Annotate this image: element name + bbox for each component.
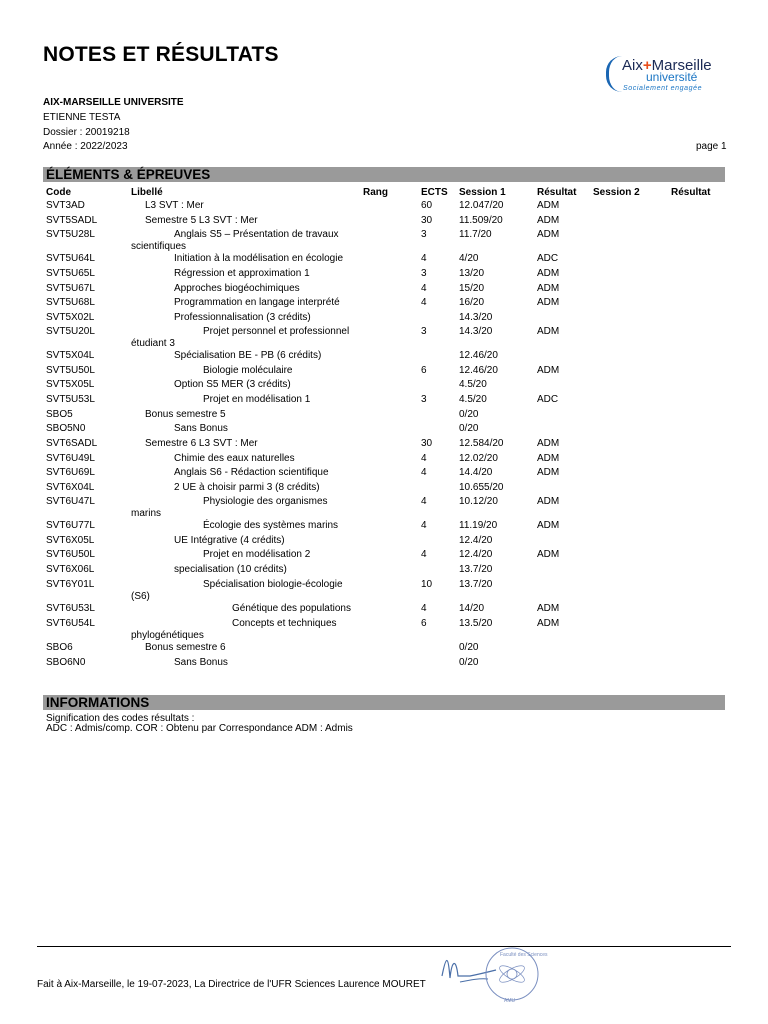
- cell-session1: 11.7/20: [459, 229, 492, 240]
- cell-code: SVT6U50L: [46, 549, 95, 560]
- cell-resultat1: ADM: [537, 283, 560, 294]
- cell-resultat1: ADM: [537, 467, 560, 478]
- cell-ects: 6: [421, 365, 427, 376]
- cell-code: SVT6U47L: [46, 496, 95, 507]
- cell-session1: 4.5/20: [459, 379, 487, 390]
- col-header-code: Code: [46, 187, 71, 198]
- cell-session1: 4/20: [459, 253, 479, 264]
- libelle-continuation: marins: [131, 508, 162, 519]
- student-name: ETIENNE TESTA: [43, 112, 121, 123]
- cell-session1: 14.4/20: [459, 467, 493, 478]
- cell-code: SVT6X05L: [46, 535, 95, 546]
- cell-session1: 0/20: [459, 409, 479, 420]
- cell-session1: 12.047/20: [459, 200, 504, 211]
- libelle-line: Professionnalisation (3 crédits): [174, 312, 311, 323]
- libelle-line: Spécialisation biologie-écologie: [203, 579, 343, 590]
- cell-code: SVT5U67L: [46, 283, 95, 294]
- cell-resultat1: ADM: [537, 520, 560, 531]
- libelle-line: Génétique des populations: [232, 603, 351, 614]
- cell-code: SVT6X04L: [46, 482, 95, 493]
- cell-libelle: [131, 423, 228, 435]
- cell-code: SVT5U68L: [46, 297, 95, 308]
- cell-libelle: [131, 350, 321, 362]
- cell-resultat1: ADM: [537, 618, 560, 629]
- cell-session1: 12.46/20: [459, 350, 498, 361]
- cell-libelle: [131, 229, 339, 253]
- libelle-line: specialisation (10 crédits): [174, 564, 287, 575]
- cell-libelle: [131, 618, 337, 642]
- libelle-line: Anglais S5 – Présentation de travaux: [174, 229, 339, 240]
- libelle-line: Bonus semestre 6: [145, 642, 226, 653]
- codes-legend-title: Signification des codes résultats :: [46, 713, 195, 724]
- libelle-line: Physiologie des organismes: [203, 496, 328, 507]
- cell-code: SVT6U54L: [46, 618, 95, 629]
- libelle-line: 2 UE à choisir parmi 3 (8 crédits): [174, 482, 320, 493]
- cell-session1: 4.5/20: [459, 394, 487, 405]
- libelle-line: Écologie des systèmes marins: [203, 520, 339, 531]
- cell-code: SVT5SADL: [46, 215, 98, 226]
- cell-libelle: [131, 268, 310, 280]
- cell-resultat1: ADM: [537, 453, 560, 464]
- cell-session1: 10.655/20: [459, 482, 504, 493]
- stamp-top-text: Faculté des Sciences: [500, 952, 548, 958]
- cell-code: SVT5U20L: [46, 326, 95, 337]
- cell-resultat1: ADM: [537, 200, 560, 211]
- col-header-resultat2: Résultat: [671, 187, 711, 198]
- cell-libelle: [131, 200, 204, 212]
- libelle-line: UE Intégrative (4 crédits): [174, 535, 285, 546]
- cell-libelle: [131, 549, 310, 561]
- cell-libelle: [131, 535, 285, 547]
- col-header-session2: Session 2: [593, 187, 640, 198]
- cell-resultat1: ADM: [537, 297, 560, 308]
- cell-libelle: [131, 365, 293, 377]
- cell-code: SVT6X06L: [46, 564, 95, 575]
- cell-code: SVT5X05L: [46, 379, 95, 390]
- col-header-session1: Session 1: [459, 187, 506, 198]
- cell-code: SBO6N0: [46, 657, 86, 668]
- cell-session1: 14.3/20: [459, 326, 493, 337]
- cell-ects: 3: [421, 268, 427, 279]
- cell-ects: 3: [421, 394, 427, 405]
- signature-underline: [460, 979, 488, 982]
- cell-session1: 0/20: [459, 642, 479, 653]
- cell-ects: 3: [421, 229, 427, 240]
- cell-session1: 11.19/20: [459, 520, 498, 531]
- libelle-line: Bonus semestre 5: [145, 409, 226, 420]
- logo-tagline: Socialement engagée: [623, 85, 703, 92]
- cell-libelle: [131, 215, 258, 227]
- cell-resultat1: ADM: [537, 326, 560, 337]
- cell-session1: 13.7/20: [459, 564, 493, 575]
- libelle-continuation: phylogénétiques: [131, 630, 204, 641]
- cell-resultat1: ADC: [537, 394, 559, 405]
- codes-legend: ADC : Admis/comp. COR : Obtenu par Correspondance ADM : Admis: [46, 723, 353, 734]
- cell-session1: 12.584/20: [459, 438, 504, 449]
- cell-libelle: [131, 326, 349, 350]
- cell-ects: 6: [421, 618, 427, 629]
- cell-resultat1: ADM: [537, 496, 560, 507]
- libelle-line: Projet en modélisation 2: [203, 549, 311, 560]
- page-number: page 1: [696, 141, 727, 152]
- cell-libelle: [131, 579, 343, 603]
- cell-ects: 4: [421, 496, 427, 507]
- cell-code: SBO5N0: [46, 423, 86, 434]
- dossier-number: Dossier : 20019218: [43, 127, 130, 138]
- footer-divider: [37, 946, 731, 947]
- libelle-line: Sans Bonus: [174, 423, 228, 434]
- cell-code: SVT6SADL: [46, 438, 98, 449]
- cell-code: SVT6Y01L: [46, 579, 95, 590]
- libelle-line: Projet personnel et professionnel: [203, 326, 350, 337]
- cell-session1: 13/20: [459, 268, 485, 279]
- cell-ects: 4: [421, 603, 427, 614]
- cell-session1: 14/20: [459, 603, 485, 614]
- cell-code: SVT5U65L: [46, 268, 95, 279]
- cell-code: SVT5U28L: [46, 229, 95, 240]
- cell-ects: 30: [421, 215, 433, 226]
- cell-resultat1: ADM: [537, 438, 560, 449]
- cell-resultat1: ADM: [537, 215, 560, 226]
- libelle-line: Sans Bonus: [174, 657, 228, 668]
- libelle-line: Concepts et techniques: [232, 618, 337, 629]
- cell-ects: 10: [421, 579, 433, 590]
- university-logo: [606, 54, 736, 100]
- cell-resultat1: ADM: [537, 229, 560, 240]
- col-header-rang: Rang: [363, 187, 388, 198]
- libelle-line: Initiation à la modélisation en écologie: [174, 253, 343, 264]
- cell-ects: 4: [421, 453, 427, 464]
- cell-resultat1: ADM: [537, 365, 560, 376]
- cell-libelle: [131, 467, 329, 479]
- cell-libelle: [131, 438, 258, 450]
- libelle-line: Chimie des eaux naturelles: [174, 453, 295, 464]
- libelle-line: Semestre 6 L3 SVT : Mer: [145, 438, 258, 449]
- cell-libelle: [131, 564, 287, 576]
- libelle-line: Régression et approximation 1: [174, 268, 310, 279]
- libelle-continuation: scientifiques: [131, 241, 187, 252]
- cell-session1: 0/20: [459, 657, 479, 668]
- cell-session1: 13.5/20: [459, 618, 493, 629]
- cell-libelle: [131, 253, 343, 265]
- cell-session1: 14.3/20: [459, 312, 493, 323]
- signature-stamp: [440, 946, 550, 1006]
- cell-code: SVT5X02L: [46, 312, 95, 323]
- cell-libelle: [131, 603, 351, 615]
- section-informations-title: INFORMATIONS: [43, 695, 725, 710]
- cell-session1: 0/20: [459, 423, 479, 434]
- cell-libelle: [131, 520, 338, 532]
- footer-signature-text: Fait à Aix-Marseille, le 19-07-2023, La Directrice de l'UFR Sciences Laurence MOURET: [37, 979, 426, 990]
- cell-resultat1: ADM: [537, 603, 560, 614]
- logo-sub: université: [646, 70, 698, 84]
- cell-libelle: [131, 297, 340, 309]
- cell-ects: 30: [421, 438, 433, 449]
- cell-session1: 12.02/20: [459, 453, 498, 464]
- cell-code: SVT6U77L: [46, 520, 95, 531]
- cell-libelle: [131, 394, 310, 406]
- cell-libelle: [131, 312, 311, 324]
- cell-ects: 4: [421, 467, 427, 478]
- col-header-libelle: Libellé: [131, 187, 163, 198]
- cell-session1: 11.509/20: [459, 215, 503, 226]
- cell-code: SVT6U53L: [46, 603, 95, 614]
- logo-bracket: [606, 56, 623, 92]
- cell-resultat1: ADM: [537, 549, 560, 560]
- cell-ects: 4: [421, 297, 427, 308]
- col-header-ects: ECTS: [421, 187, 448, 198]
- cell-session1: 12.4/20: [459, 549, 493, 560]
- cell-ects: 4: [421, 283, 427, 294]
- cell-resultat1: ADM: [537, 268, 560, 279]
- cell-session1: 10.12/20: [459, 496, 498, 507]
- cell-session1: 16/20: [459, 297, 485, 308]
- cell-ects: 4: [421, 253, 427, 264]
- libelle-continuation: (S6): [131, 591, 150, 602]
- cell-libelle: [131, 657, 228, 669]
- cell-code: SVT5U53L: [46, 394, 95, 405]
- col-header-resultat1: Résultat: [537, 187, 577, 198]
- libelle-line: Spécialisation BE - PB (6 crédits): [174, 350, 322, 361]
- libelle-line: Option S5 MER (3 crédits): [174, 379, 291, 390]
- cell-code: SBO6: [46, 642, 73, 653]
- libelle-line: L3 SVT : Mer: [145, 200, 204, 211]
- cell-libelle: [131, 283, 300, 295]
- libelle-line: Projet en modélisation 1: [203, 394, 311, 405]
- section-elements-title: ÉLÉMENTS & ÉPREUVES: [43, 167, 725, 182]
- libelle-line: Approches biogéochimiques: [174, 283, 300, 294]
- academic-year: Année : 2022/2023: [43, 141, 128, 152]
- cell-ects: 4: [421, 549, 427, 560]
- cell-session1: 13.7/20: [459, 579, 493, 590]
- cell-ects: 60: [421, 200, 433, 211]
- cell-resultat1: ADC: [537, 253, 559, 264]
- cell-code: SVT5U64L: [46, 253, 95, 264]
- cell-libelle: [131, 642, 226, 654]
- document-title: NOTES ET RÉSULTATS: [43, 43, 279, 66]
- cell-libelle: [131, 496, 328, 520]
- cell-session1: 12.46/20: [459, 365, 498, 376]
- cell-ects: 4: [421, 520, 427, 531]
- cell-session1: 12.4/20: [459, 535, 493, 546]
- cell-libelle: [131, 409, 226, 421]
- cell-libelle: [131, 482, 320, 494]
- cell-session1: 15/20: [459, 283, 485, 294]
- institution-name: AIX-MARSEILLE UNIVERSITE: [43, 97, 184, 108]
- cell-libelle: [131, 453, 295, 465]
- cell-code: SVT6U69L: [46, 467, 95, 478]
- libelle-line: Biologie moléculaire: [203, 365, 293, 376]
- logo-name: Aix+Marseille: [622, 57, 712, 74]
- cell-code: SVT5X04L: [46, 350, 95, 361]
- libelle-line: Semestre 5 L3 SVT : Mer: [145, 215, 258, 226]
- cell-libelle: [131, 379, 291, 391]
- libelle-continuation: étudiant 3: [131, 338, 175, 349]
- cell-code: SVT5U50L: [46, 365, 95, 376]
- libelle-line: Anglais S6 - Rédaction scientifique: [174, 467, 329, 478]
- cell-code: SBO5: [46, 409, 73, 420]
- cell-code: SVT6U49L: [46, 453, 95, 464]
- libelle-line: Programmation en langage interprété: [174, 297, 340, 308]
- cell-code: SVT3AD: [46, 200, 85, 211]
- cell-ects: 3: [421, 326, 427, 337]
- stamp-bottom-text: AMU: [504, 998, 516, 1004]
